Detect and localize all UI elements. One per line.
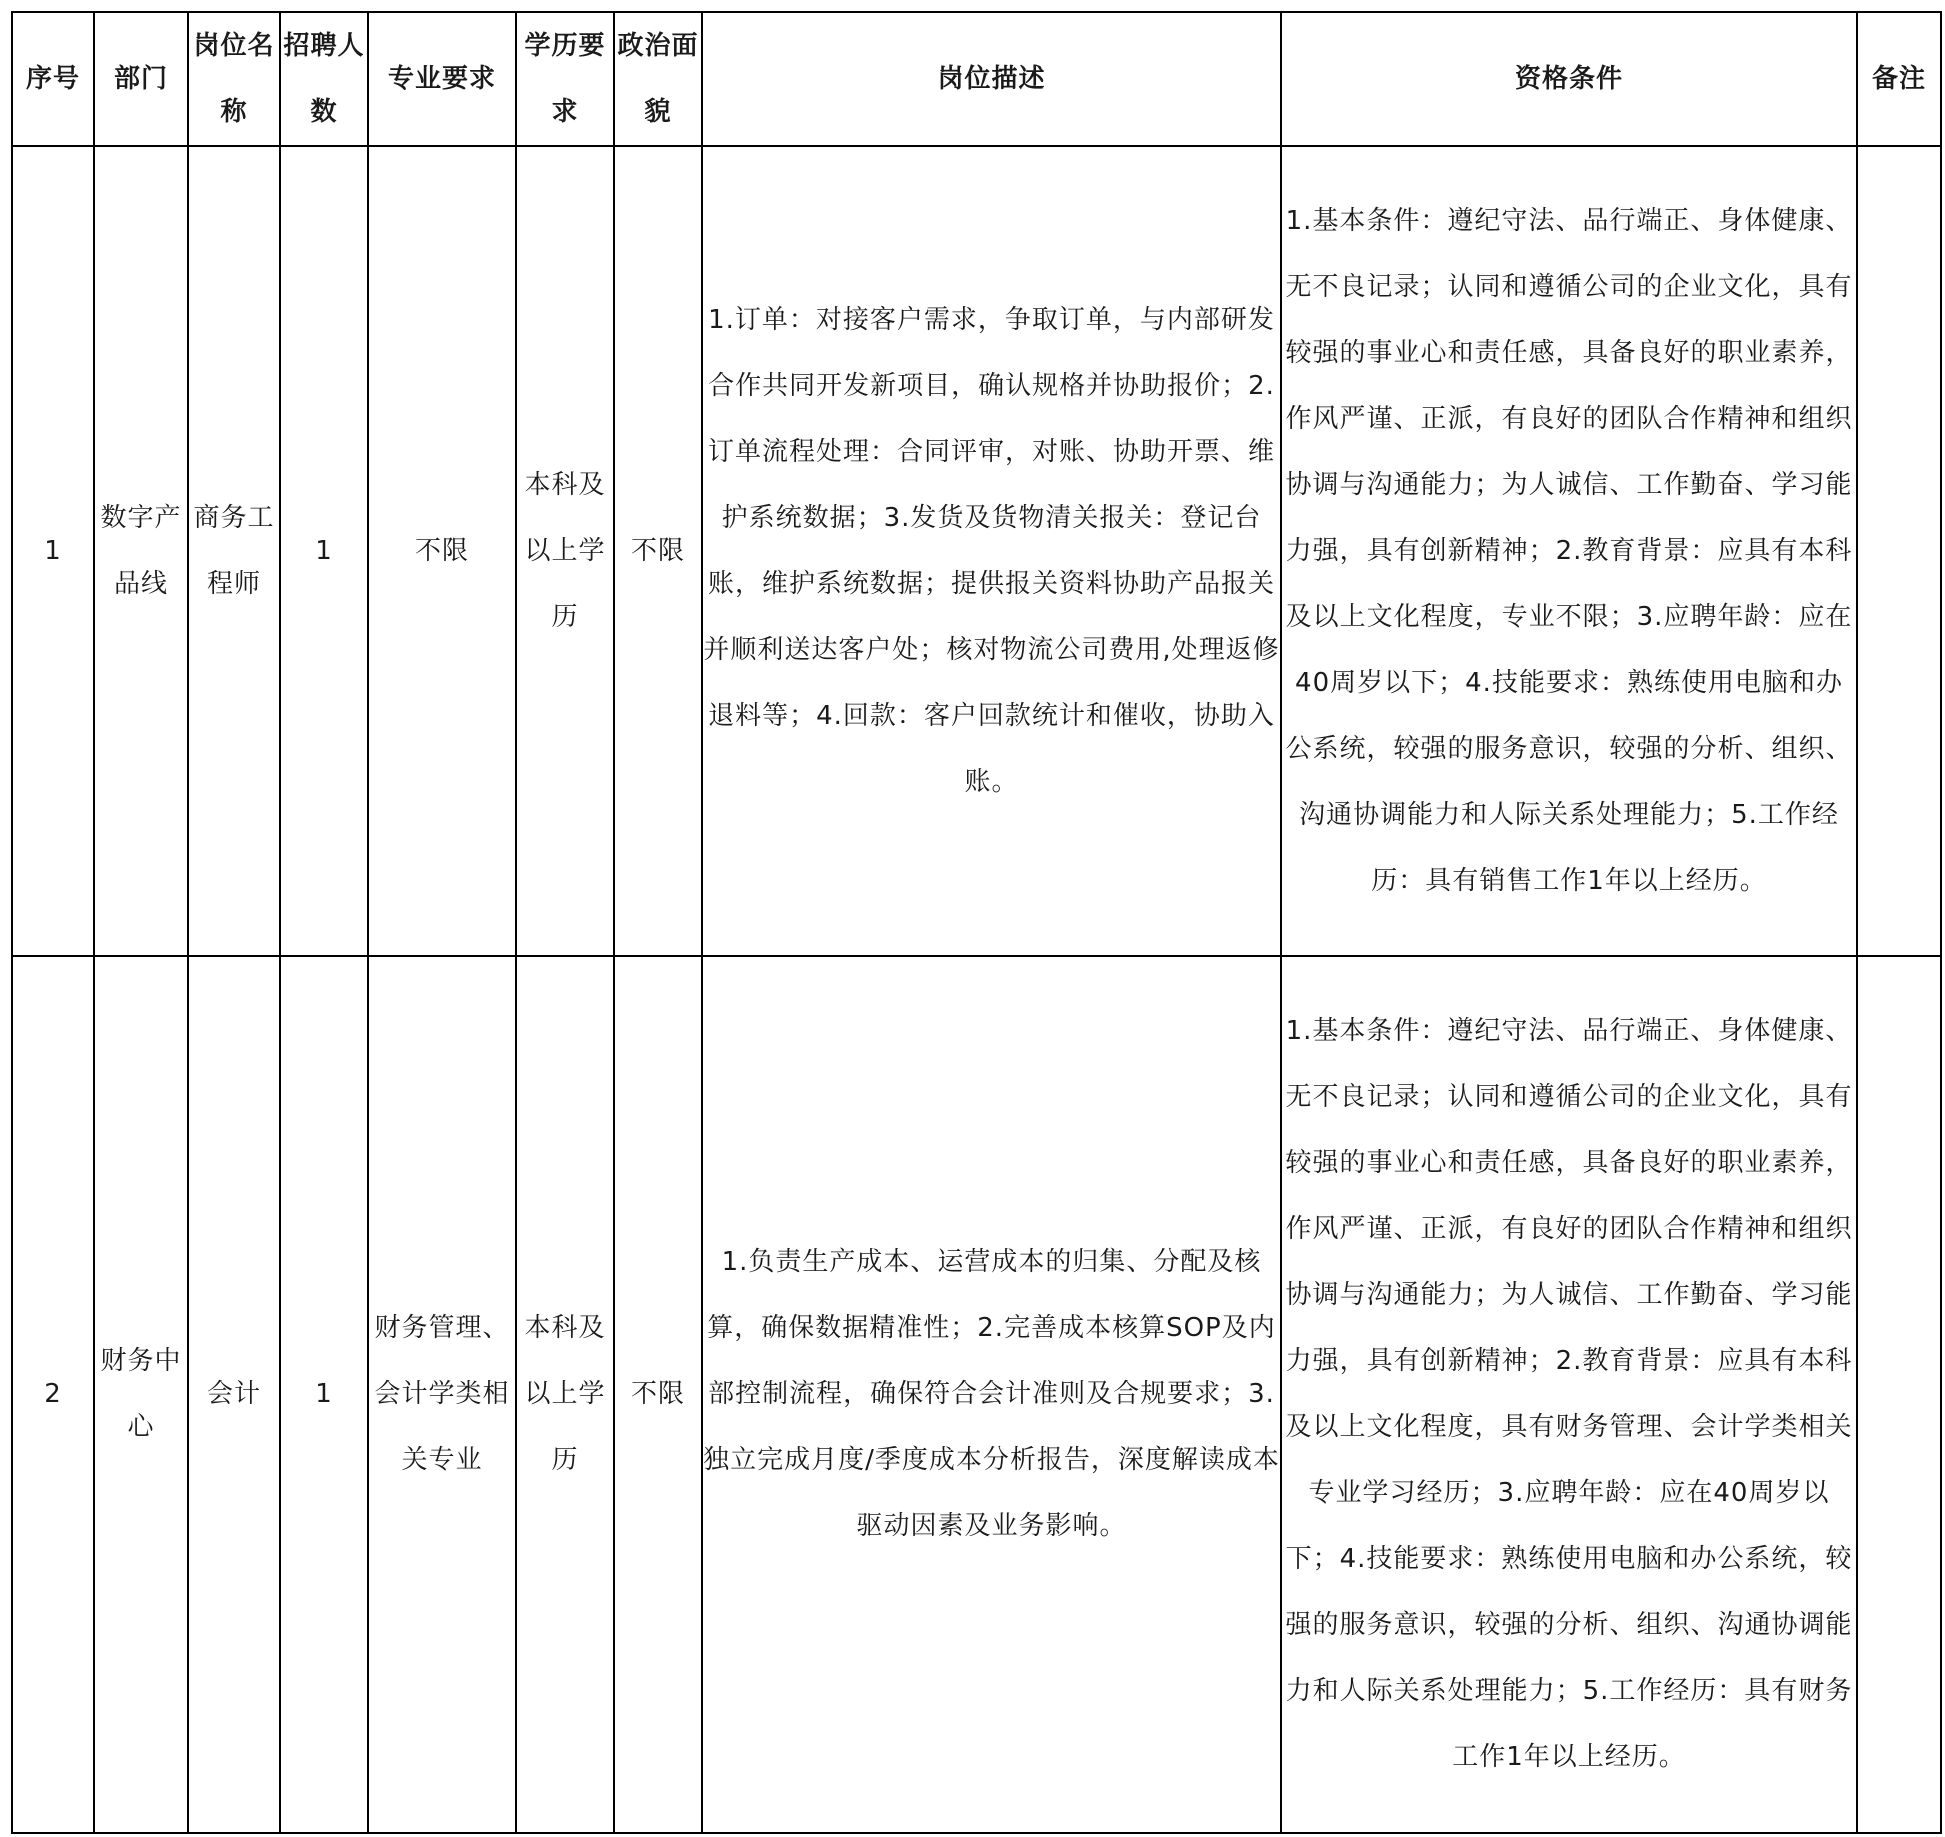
header-position: 岗位名称 <box>188 12 280 146</box>
cell-seq: 2 <box>12 956 94 1833</box>
cell-dept: 数字产品线 <box>94 146 188 956</box>
header-dept: 部门 <box>94 12 188 146</box>
header-major: 专业要求 <box>368 12 516 146</box>
cell-dept: 财务中心 <box>94 956 188 1833</box>
cell-education: 本科及以上学历 <box>516 956 614 1833</box>
cell-description: 1.负责生产成本、运营成本的归集、分配及核算，确保数据精准性；2.完善成本核算SOP及内部控制流程，确保符合会计准则及合规要求；3.独立完成月度/季度成本分析报告，深度解读成本驱动因素及业务影响。 <box>702 956 1281 1833</box>
header-description: 岗位描述 <box>702 12 1281 146</box>
header-remarks: 备注 <box>1857 12 1941 146</box>
cell-seq: 1 <box>12 146 94 956</box>
table-row <box>12 146 1941 956</box>
cell-qualifications: 1.基本条件：遵纪守法、品行端正、身体健康、无不良记录；认同和遵循公司的企业文化，具有较强的事业心和责任感，具备良好的职业素养，作风严谨、正派，有良好的团队合作精神和组织协调与沟通能力；为人诚信、工作勤奋、学习能力强，具有创新精神；2.教育背景：应具有本科及以上文化程度，专业不限；3.应聘年龄：应在40周岁以下；4.技能要求：熟练使用电脑和办公系统，较强的服务意识，较强的分析、组织、沟通协调能力和人际关系处理能力；5.工作经历：具有销售工作1年以上经历。 <box>1281 146 1857 956</box>
table-row <box>12 956 1941 1833</box>
header-count: 招聘人数 <box>280 12 368 146</box>
recruitment-table <box>11 11 1942 1834</box>
header-row <box>12 12 1941 146</box>
cell-politics: 不限 <box>614 146 702 956</box>
header-qualifications: 资格条件 <box>1281 12 1857 146</box>
cell-education: 本科及以上学历 <box>516 146 614 956</box>
cell-count: 1 <box>280 956 368 1833</box>
cell-position: 商务工程师 <box>188 146 280 956</box>
cell-politics: 不限 <box>614 956 702 1833</box>
cell-major: 财务管理、会计学类相关专业 <box>368 956 516 1833</box>
cell-description: 1.订单：对接客户需求，争取订单，与内部研发合作共同开发新项目，确认规格并协助报价；2.订单流程处理：合同评审，对账、协助开票、维护系统数据；3.发货及货物清关报关：登记台账，维护系统数据；提供报关资料协助产品报关并顺利送达客户处；核对物流公司费用,处理返修退料等；4.回款：客户回款统计和催收，协助入账。 <box>702 146 1281 956</box>
cell-remarks <box>1857 146 1941 956</box>
cell-qualifications: 1.基本条件：遵纪守法、品行端正、身体健康、无不良记录；认同和遵循公司的企业文化，具有较强的事业心和责任感，具备良好的职业素养，作风严谨、正派，有良好的团队合作精神和组织协调与沟通能力；为人诚信、工作勤奋、学习能力强，具有创新精神；2.教育背景：应具有本科及以上文化程度，具有财务管理、会计学类相关专业学习经历；3.应聘年龄：应在40周岁以下；4.技能要求：熟练使用电脑和办公系统，较强的服务意识，较强的分析、组织、沟通协调能力和人际关系处理能力；5.工作经历：具有财务工作1年以上经历。 <box>1281 956 1857 1833</box>
header-education: 学历要求 <box>516 12 614 146</box>
cell-major: 不限 <box>368 146 516 956</box>
cell-remarks <box>1857 956 1941 1833</box>
header-politics: 政治面貌 <box>614 12 702 146</box>
cell-count: 1 <box>280 146 368 956</box>
cell-position: 会计 <box>188 956 280 1833</box>
header-seq: 序号 <box>12 12 94 146</box>
